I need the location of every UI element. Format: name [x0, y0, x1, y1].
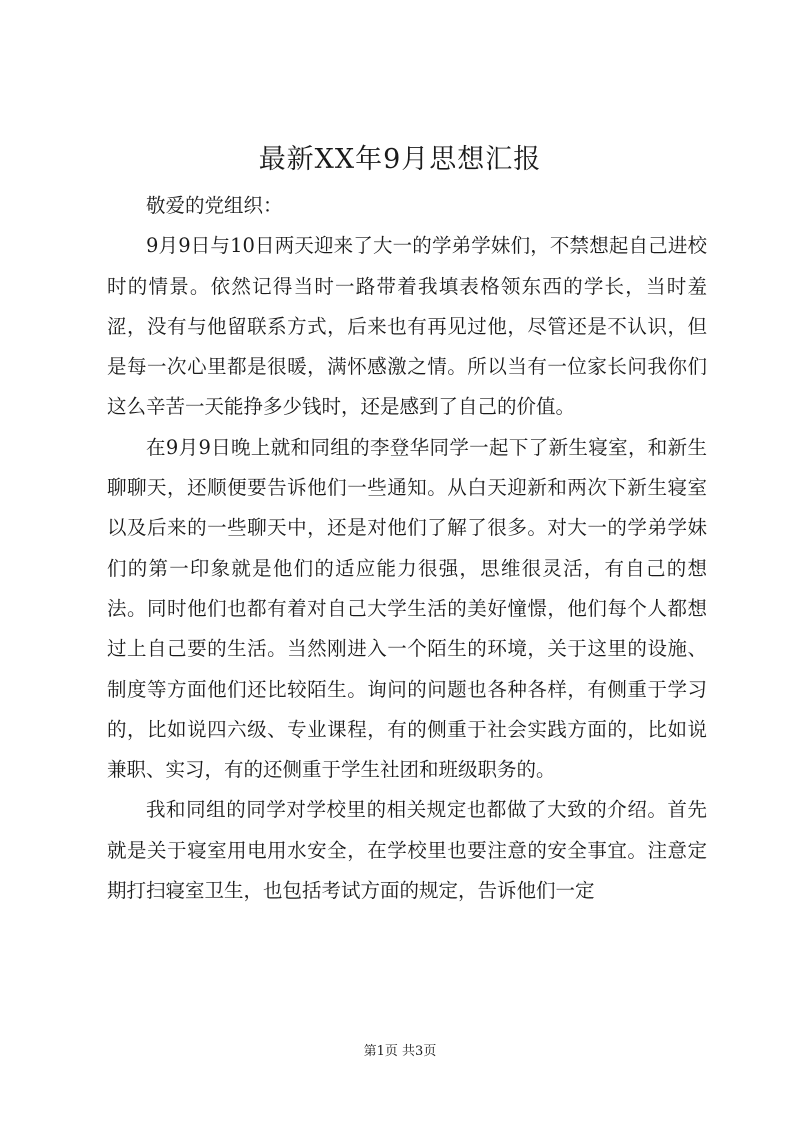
document-body	[107, 186, 707, 911]
salutation: 敬爱的党组织：	[146, 194, 283, 217]
paragraph: 在9月9日晚上就和同组的李登华同学一起下了新生寝室，和新生聊聊天，还顺便要告诉他们一些通知。从白天迎新和两次下新生寝室以及后来的一些聊天中，还是对他们了解了很多。对大一的学弟学妹们的第一印象就是他们的适应能力很强，思维很灵活，有自己的想法。同时他们也都有着对自己大学生活的美好憧憬，他们每个人都想过上自己要的生活。当然刚进入一个陌生的环境，关于这里的设施、制度等方面他们还比较陌生。询问的问题也各种各样，有侧重于学习的，比如说四六级、专业课程，有的侧重于社会实践方面的，比如说兼职、实习，有的还侧重于学生社团和班级职务的。	[107, 435, 707, 782]
page-number-footer: 第1页 共3页	[363, 1044, 437, 1059]
paragraph: 我和同组的同学对学校里的相关规定也都做了大致的介绍。首先就是关于寝室用电用水安全，在学校里也要注意的安全事宜。注意定期打扫寝室卫生，也包括考试方面的规定，告诉他们一定	[107, 798, 707, 903]
paragraph: 9月9日与10日两天迎来了大一的学弟学妹们，不禁想起自己进校时的情景。依然记得当时一路带着我填表格领东西的学长，当时羞涩，没有与他留联系方式，后来也有再见过他，尽管还是不认识，但是每一次心里都是很暖，满怀感激之情。所以当有一位家长问我你们这么辛苦一天能挣多少钱时，还是感到了自己的价值。	[107, 234, 707, 419]
document-title: 最新XX年9月思想汇报	[258, 144, 542, 175]
